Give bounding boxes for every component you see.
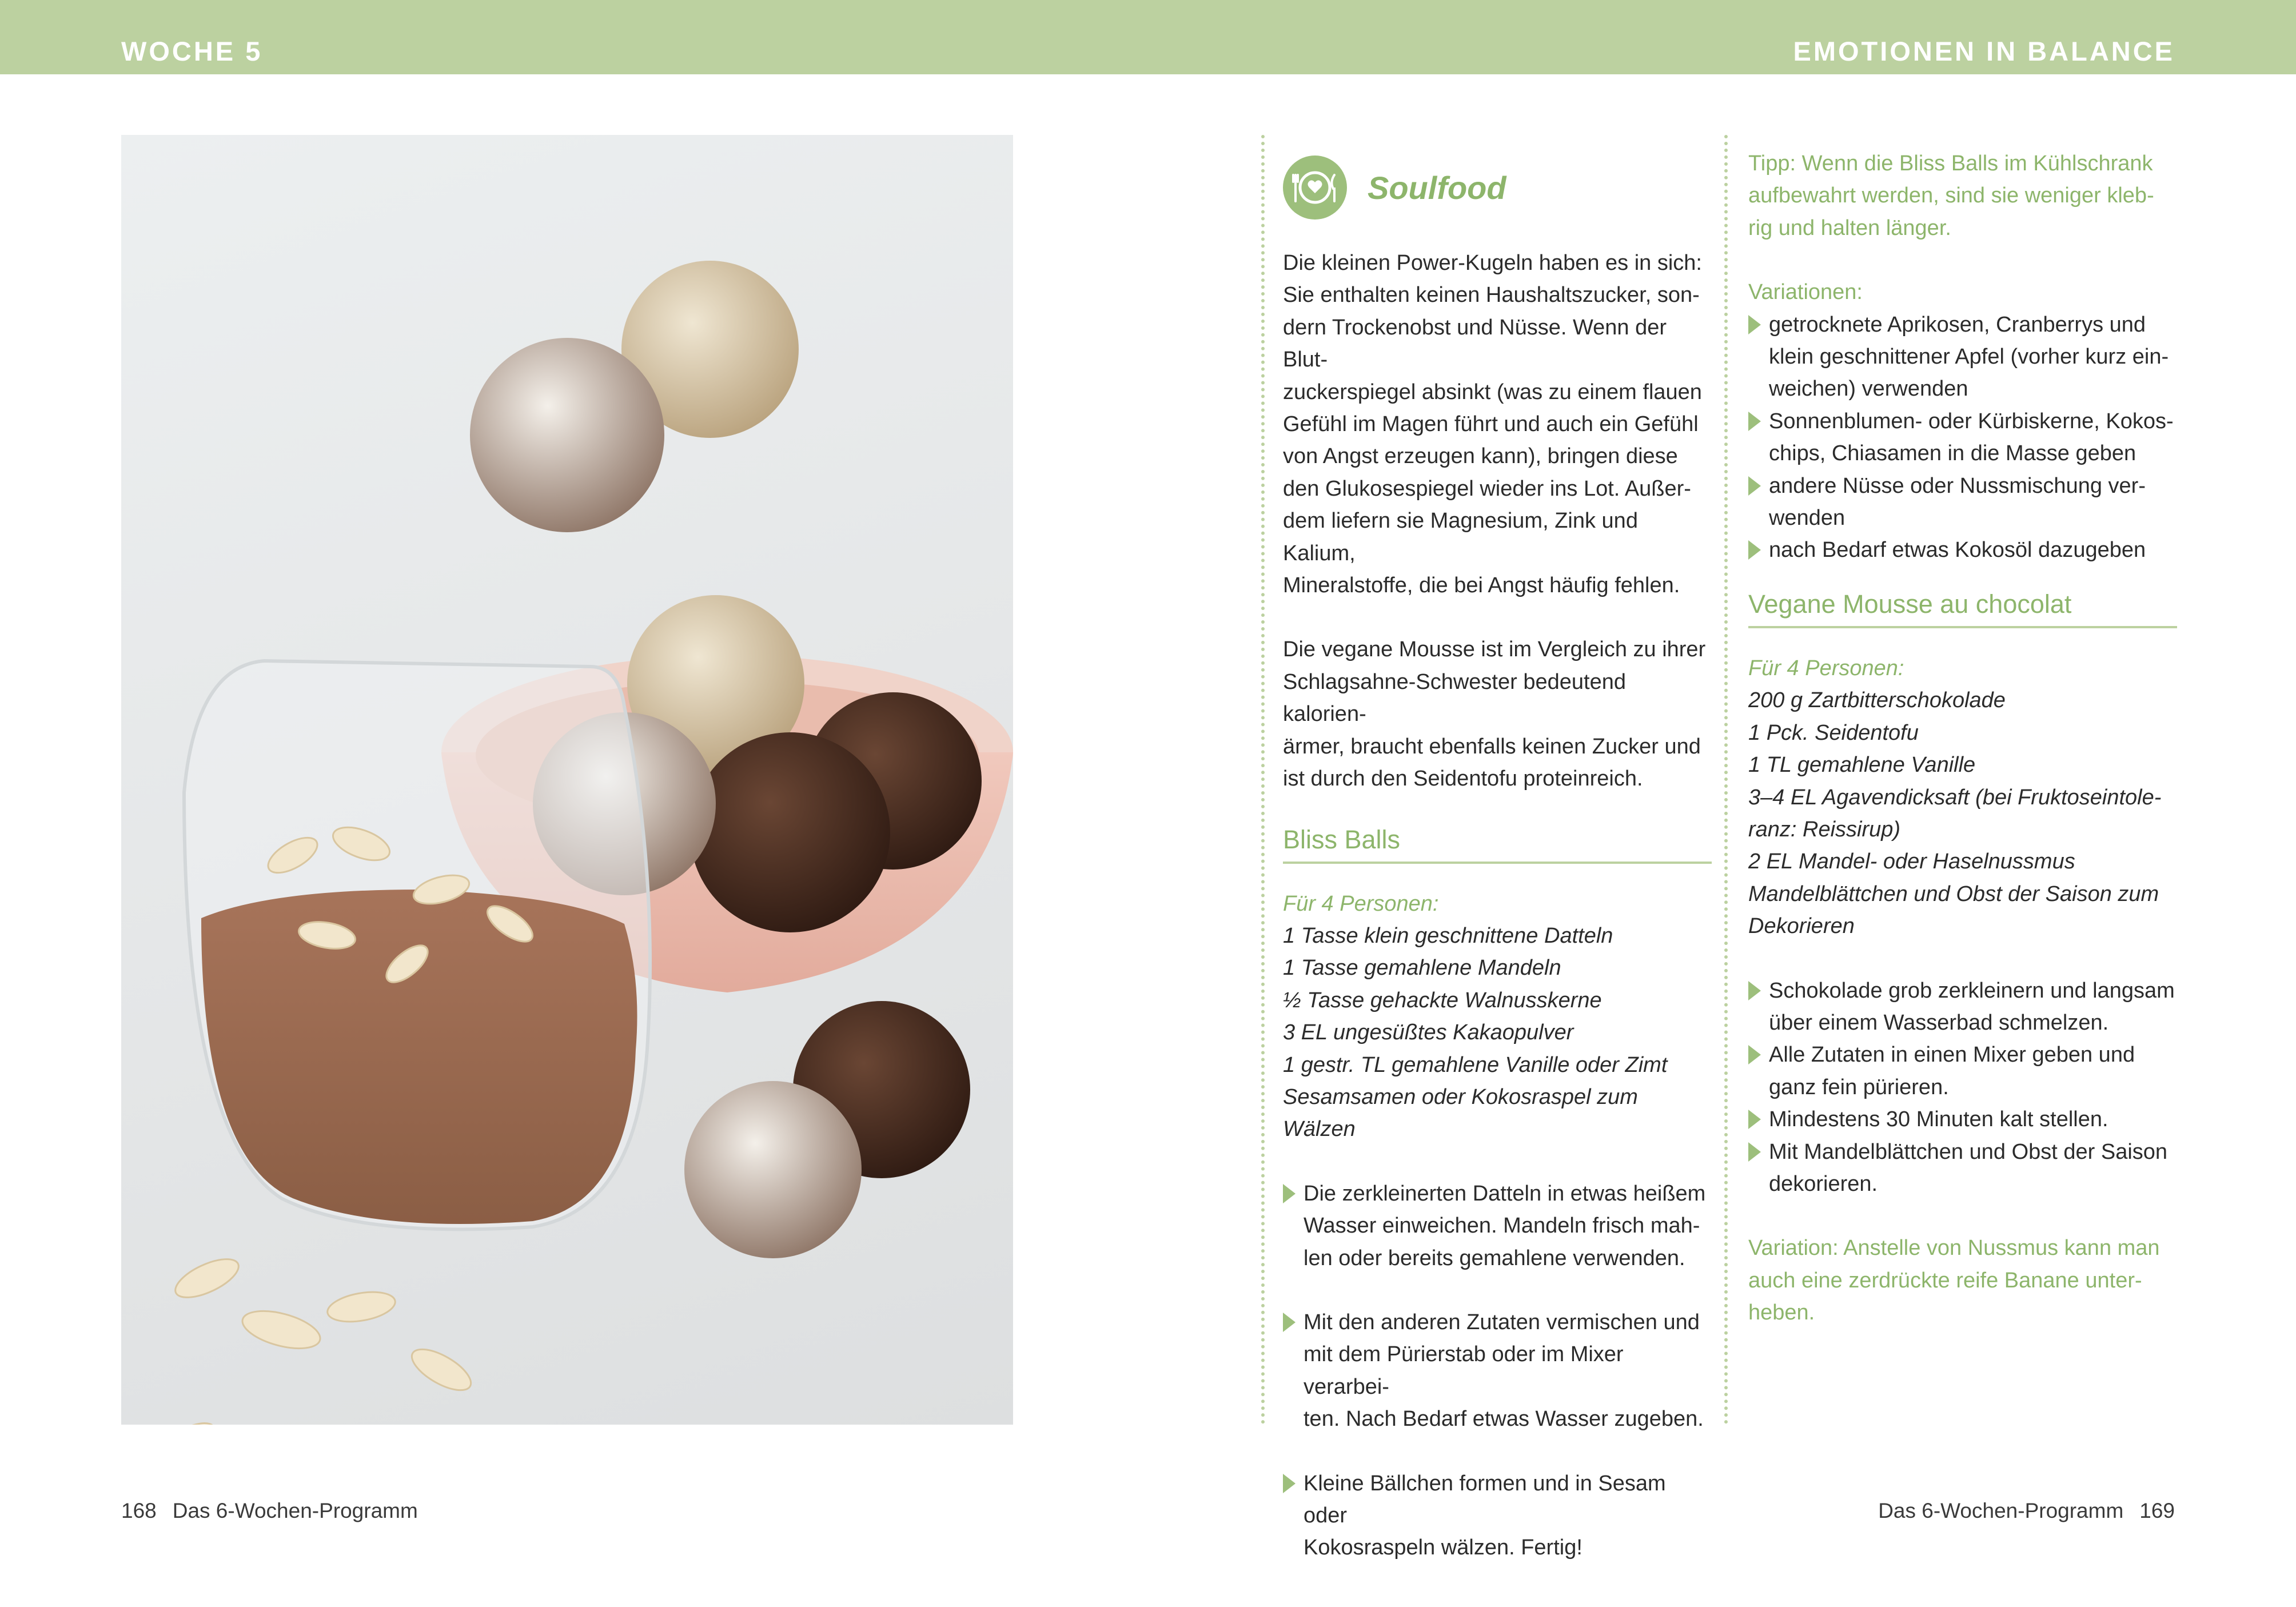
soulfood-heading xyxy=(1283,155,1712,220)
mousse-step: Schokolade grob zerkleinern und langsam über einem Wasserbad schmelzen. xyxy=(1748,975,2177,1039)
footer-left xyxy=(121,1495,418,1527)
bullet-triangle-icon xyxy=(1283,1184,1296,1203)
variation-item: andere Nüsse oder Nussmischung ver- wenden xyxy=(1748,470,2177,535)
bullet-triangle-icon xyxy=(1283,1313,1296,1332)
bullet-triangle-icon xyxy=(1748,412,1761,431)
bullet-triangle-icon xyxy=(1283,1474,1296,1493)
bullet-triangle-icon xyxy=(1748,476,1761,496)
mousse-step: Alle Zutaten in einen Mixer geben und ganz fein pürieren. xyxy=(1748,1039,2177,1103)
food-photo xyxy=(121,135,1013,1425)
column-right xyxy=(1748,147,2177,1329)
variations-title: Variationen: xyxy=(1748,280,1863,305)
column-left xyxy=(1283,147,1712,1564)
bliss-step-2: Mit den anderen Zutaten vermischen und mit dem Pürierstab oder im Mixer verarbei- ten. Nach Bedarf etwas Wasser zugeben. xyxy=(1283,1306,1712,1435)
bliss-persons: Für 4 Personen: xyxy=(1283,891,1439,916)
bullet-triangle-icon xyxy=(1748,1142,1761,1162)
footer-left-title: Das 6-Wochen-Programm xyxy=(172,1499,418,1522)
food-photo-illustration xyxy=(121,135,1013,1425)
bliss-ingredients: 1 Tasse klein geschnittene Datteln 1 Tasse gemahlene Mandeln ½ Tasse gehackte Walnusskerne 3 EL ungesüßtes Kakaopulver 1 gestr. TL gemahlene Vanille oder Zimt Sesamsamen oder Kokosraspel zum Wälzen xyxy=(1283,923,1668,1142)
page-number-left: 168 xyxy=(121,1499,157,1522)
bullet-triangle-icon xyxy=(1748,540,1761,560)
bullet-triangle-icon xyxy=(1748,1110,1761,1129)
mousse-persons: Für 4 Personen: xyxy=(1748,656,1904,680)
week-label: WOCHE 5 xyxy=(121,36,263,66)
variation-item: Sonnenblumen- oder Kürbiskerne, Kokos- chips, Chiasamen in die Masse geben xyxy=(1748,405,2177,470)
mousse-step: Mindestens 30 Minuten kalt stellen. xyxy=(1748,1103,2177,1135)
bullet-triangle-icon xyxy=(1748,1045,1761,1064)
mousse-step: Mit Mandelblättchen und Obst der Saison dekorieren. xyxy=(1748,1136,2177,1201)
tip-text: Tipp: Wenn die Bliss Balls im Kühlschrank aufbewahrt werden, sind sie weniger kleb- rig und halten länger. xyxy=(1748,151,2154,240)
header-bar xyxy=(0,0,2296,74)
footer-right-title: Das 6-Wochen-Programm xyxy=(1878,1499,2124,1522)
bliss-step-1: Die zerkleinerten Datteln in etwas heißem Wasser einweichen. Mandeln frisch mah- len oder bereits gemahlene verwenden. xyxy=(1283,1178,1712,1274)
soulfood-paragraph-2: Die vegane Mousse ist im Vergleich zu ihrer Schlagsahne-Schwester bedeutend kalorien- ärmer, braucht ebenfalls keinen Zucker und ist durch den Seidentofu proteinreich. xyxy=(1283,637,1706,791)
variation-item: nach Bedarf etwas Kokosöl dazugeben xyxy=(1748,534,2177,566)
mousse-ingredients: 200 g Zartbitterschokolade 1 Pck. Seidentofu 1 TL gemahlene Vanille 3–4 EL Agavendicksaft (bei Fruktoseintole- ranz: Reissirup) 2 EL Mandel- oder Haselnussmus Mandelblättchen und Obst der Saison zum Dekorieren xyxy=(1748,688,2162,939)
mousse-variation: Variation: Anstelle von Nussmus kann man auch eine zerdrückte reife Banane unter- heben. xyxy=(1748,1236,2160,1325)
soulfood-title: Soulfood xyxy=(1368,169,1506,206)
variation-item: getrocknete Aprikosen, Cranberrys und klein geschnittener Apfel (vorher kurz ein- weichen) verwenden xyxy=(1748,309,2177,405)
bullet-triangle-icon xyxy=(1748,315,1761,334)
plate-heart-icon xyxy=(1283,155,1347,220)
soulfood-paragraph-1: Die kleinen Power-Kugeln haben es in sich: Sie enthalten keinen Haushaltszucker, son- dern Trockenobst und Nüsse. Wenn der Blut- zuckerspiegel absinkt (was zu einem flauen Gefühl im Magen führt und auch ein Gefühl von Angst erzeugen kann), bringen diese den Glukosespiegel wieder ins Lot. Außer- dem liefern sie Magnesium, Zink und Kalium, Mineralstoffe, die bei Angst häufig fehlen. xyxy=(1283,251,1702,598)
bliss-step-3: Kleine Bällchen formen und in Sesam oder Kokosraspeln wälzen. Fertig! xyxy=(1283,1468,1712,1564)
chapter-title: EMOTIONEN IN BALANCE xyxy=(1793,36,2175,66)
bullet-triangle-icon xyxy=(1748,981,1761,1000)
page-number-right: 169 xyxy=(2139,1499,2175,1522)
bliss-balls-heading: Bliss Balls xyxy=(1283,823,1712,864)
column-divider-1 xyxy=(1261,135,1265,1425)
footer-right xyxy=(1878,1495,2175,1527)
column-divider-2 xyxy=(1724,135,1728,1425)
mousse-heading: Vegane Mousse au chocolat xyxy=(1748,587,2177,628)
